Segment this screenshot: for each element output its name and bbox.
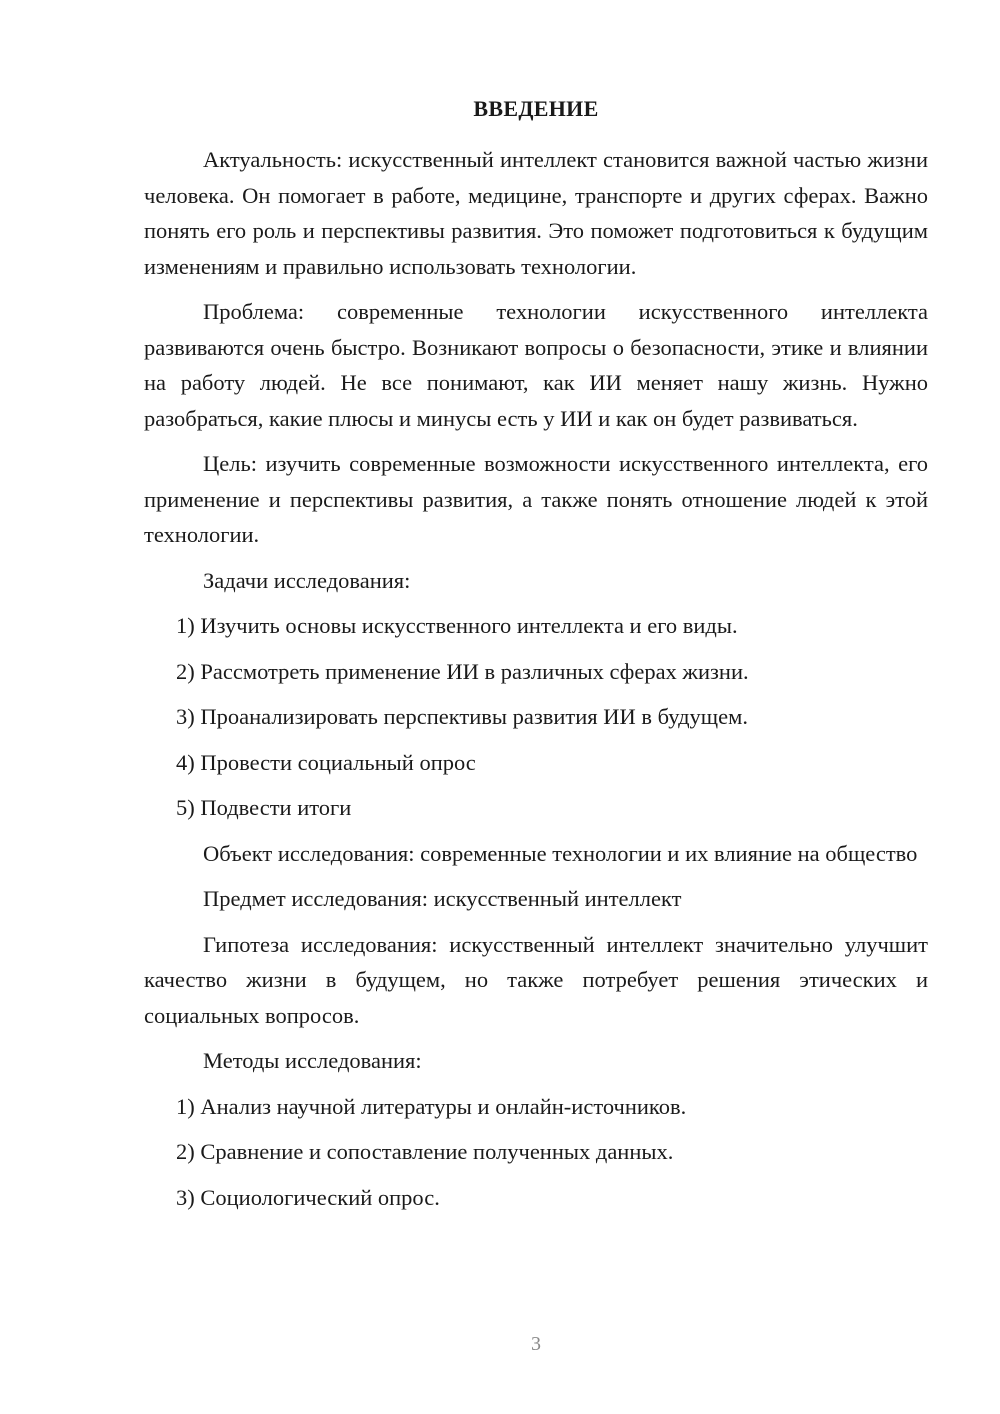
list-item: 4) Провести социальный опрос: [176, 749, 476, 775]
methods-list: [144, 1089, 928, 1216]
list-item: 1) Изучить основы искусственного интеллекта и его виды.: [176, 613, 738, 638]
goal-paragraph: Цель: изучить современные возможности искусственного интеллекта, его применение и перспективы развития, а также понять отношение людей к этой технологии.: [144, 451, 928, 547]
subject-paragraph: Предмет исследования: искусственный интеллект: [203, 886, 682, 911]
list-item: 2) Рассмотреть применение ИИ в различных сферах жизни.: [176, 658, 749, 684]
tasks-list: [144, 608, 928, 826]
object-paragraph: Объект исследования: современные технологии и их влияние на общество: [203, 840, 918, 866]
list-item: 2) Сравнение и сопоставление полученных данных.: [176, 1139, 674, 1164]
tasks-heading: Задачи исследования:: [203, 567, 411, 593]
document-body: [144, 142, 928, 1225]
hypothesis-paragraph: Гипотеза исследования: искусственный интеллект значительно улучшит качество жизни в будущем, но также потребует решения этических и социальных вопросов.: [144, 931, 928, 1028]
list-item: 3) Проанализировать перспективы развития ИИ в будущем.: [176, 704, 748, 729]
relevance-paragraph: Актуальность: искусственный интеллект становится важной частью жизни человека. Он помогает в работе, медицине, транспорте и других сферах. Важно понять его роль и перспективы развития. Это поможет подготовиться к будущим изменениям и правильно использовать технологии.: [144, 147, 928, 279]
list-item: 1) Анализ научной литературы и онлайн-источников.: [176, 1093, 687, 1119]
list-item: 3) Социологический опрос.: [176, 1184, 440, 1210]
list-item: 5) Подвести итоги: [176, 795, 352, 820]
problem-paragraph: Проблема: современные технологии искусственного интеллекта развиваются очень быстро. Возникают вопросы о безопасности, этике и влиянии на работу людей. Не все понимают, как ИИ меняет нашу жизнь. Нужно разобраться, какие плюсы и минусы есть у ИИ и как он будет развиваться.: [144, 299, 928, 431]
methods-heading: Методы исследования:: [203, 1048, 422, 1073]
page-number: 3: [531, 1333, 541, 1355]
page-title: ВВЕДЕНИЕ: [473, 96, 599, 121]
